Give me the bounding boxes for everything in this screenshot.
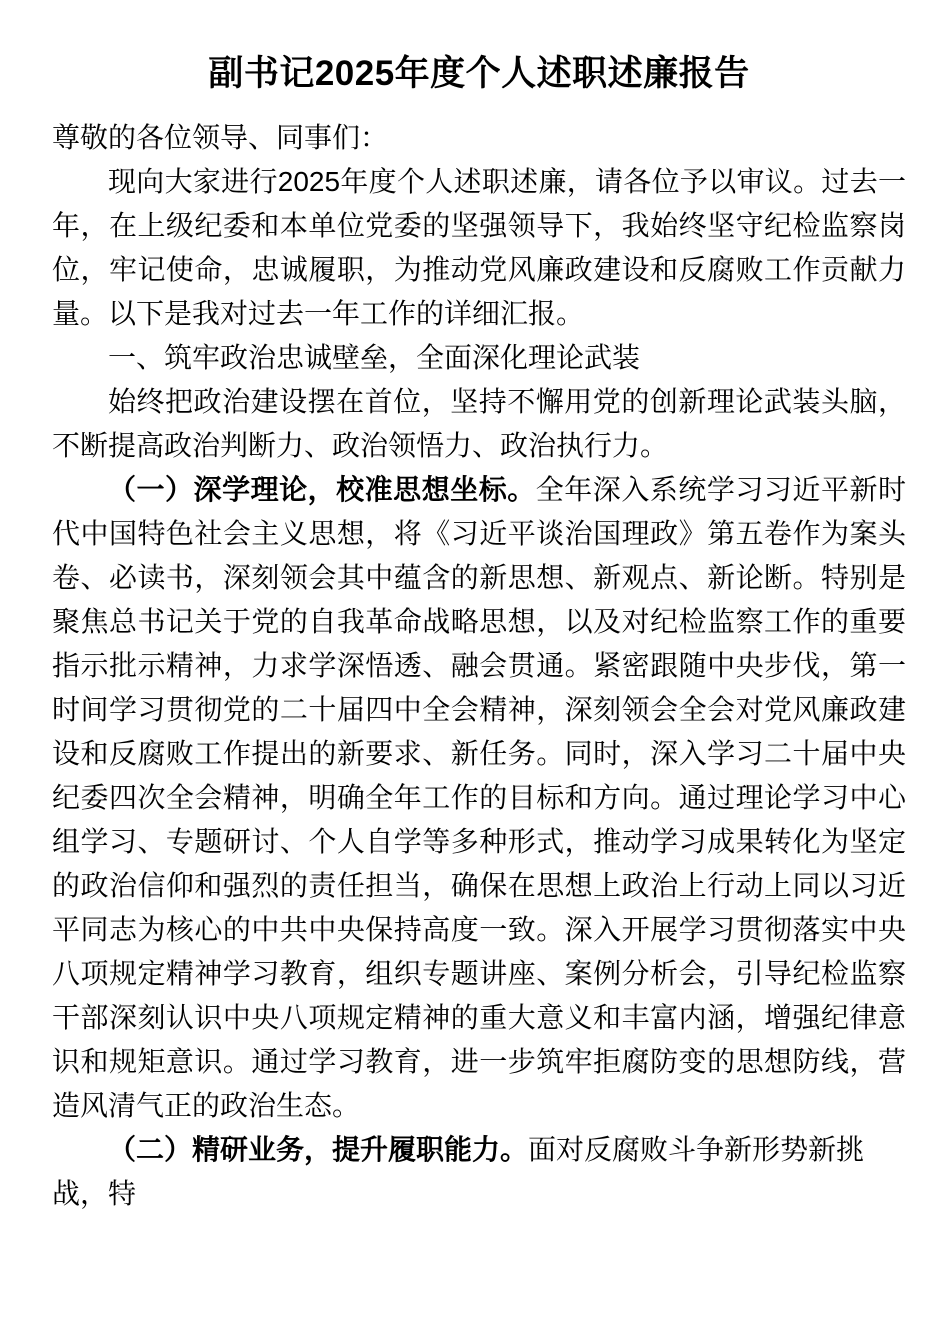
subsection-2-label: （二）精研业务，提升履职能力。 <box>108 1133 529 1165</box>
section-1-intro-paragraph: 始终把政治建设摆在首位，坚持不懈用党的创新理论武装头脑，不断提高政治判断力、政治领悟力、政治执行力。 <box>52 385 906 461</box>
page-title: 副书记2025年度个人述职述廉报告 <box>208 54 750 93</box>
intro-paragraph: 现向大家进行2025年度个人述职述廉，请各位予以审议。过去一年，在上级纪委和本单位党委的坚强领导下，我始终坚守纪检监察岗位，牢记使命，忠诚履职，为推动党风廉政建设和反腐败工作贡献力量。以下是我对过去一年工作的详细汇报。 <box>52 165 906 329</box>
section-heading-1: 一、筑牢政治忠诚壁垒，全面深化理论武装 <box>108 341 641 373</box>
subsection-1-paragraph <box>52 468 906 1128</box>
subsection-1-body: 全年深入系统学习习近平新时代中国特色社会主义思想，将《习近平谈治国理政》第五卷作为案头卷、必读书，深刻领会其中蕴含的新思想、新观点、新论断。特别是聚焦总书记关于党的自我革命战略思想，以及对纪检监察工作的重要指示批示精神，力求学深悟透、融会贯通。紧密跟随中央步伐，第一时间学习贯彻党的二十届四中全会精神，深刻领会全会对党风廉政建设和反腐败工作提出的新要求、新任务。同时，深入学习二十届中央纪委四次全会精神，明确全年工作的目标和方向。通过理论学习中心组学习、专题研讨、个人自学等多种形式，推动学习成果转化为坚定的政治信仰和强烈的责任担当，确保在思想上政治上行动上同以习近平同志为核心的中共中央保持高度一致。深入开展学习贯彻落实中央八项规定精神学习教育，组织专题讲座、案例分析会，引导纪检监察干部深刻认识中央八项规定精神的重大意义和丰富内涵，增强纪律意识和规矩意识。通过学习教育，进一步筑牢拒腐防变的思想防线，营造风清气正的政治生态。 <box>52 473 906 1121</box>
document-body <box>52 0 906 1216</box>
subsection-2-body: 面对反腐败斗争新形势新挑战，特 <box>52 1133 865 1209</box>
salutation-line: 尊敬的各位领导、同事们： <box>52 121 389 153</box>
subsection-2-paragraph <box>52 1128 906 1216</box>
subsection-1-label: （一）深学理论，校准思想坐标。 <box>108 473 536 505</box>
